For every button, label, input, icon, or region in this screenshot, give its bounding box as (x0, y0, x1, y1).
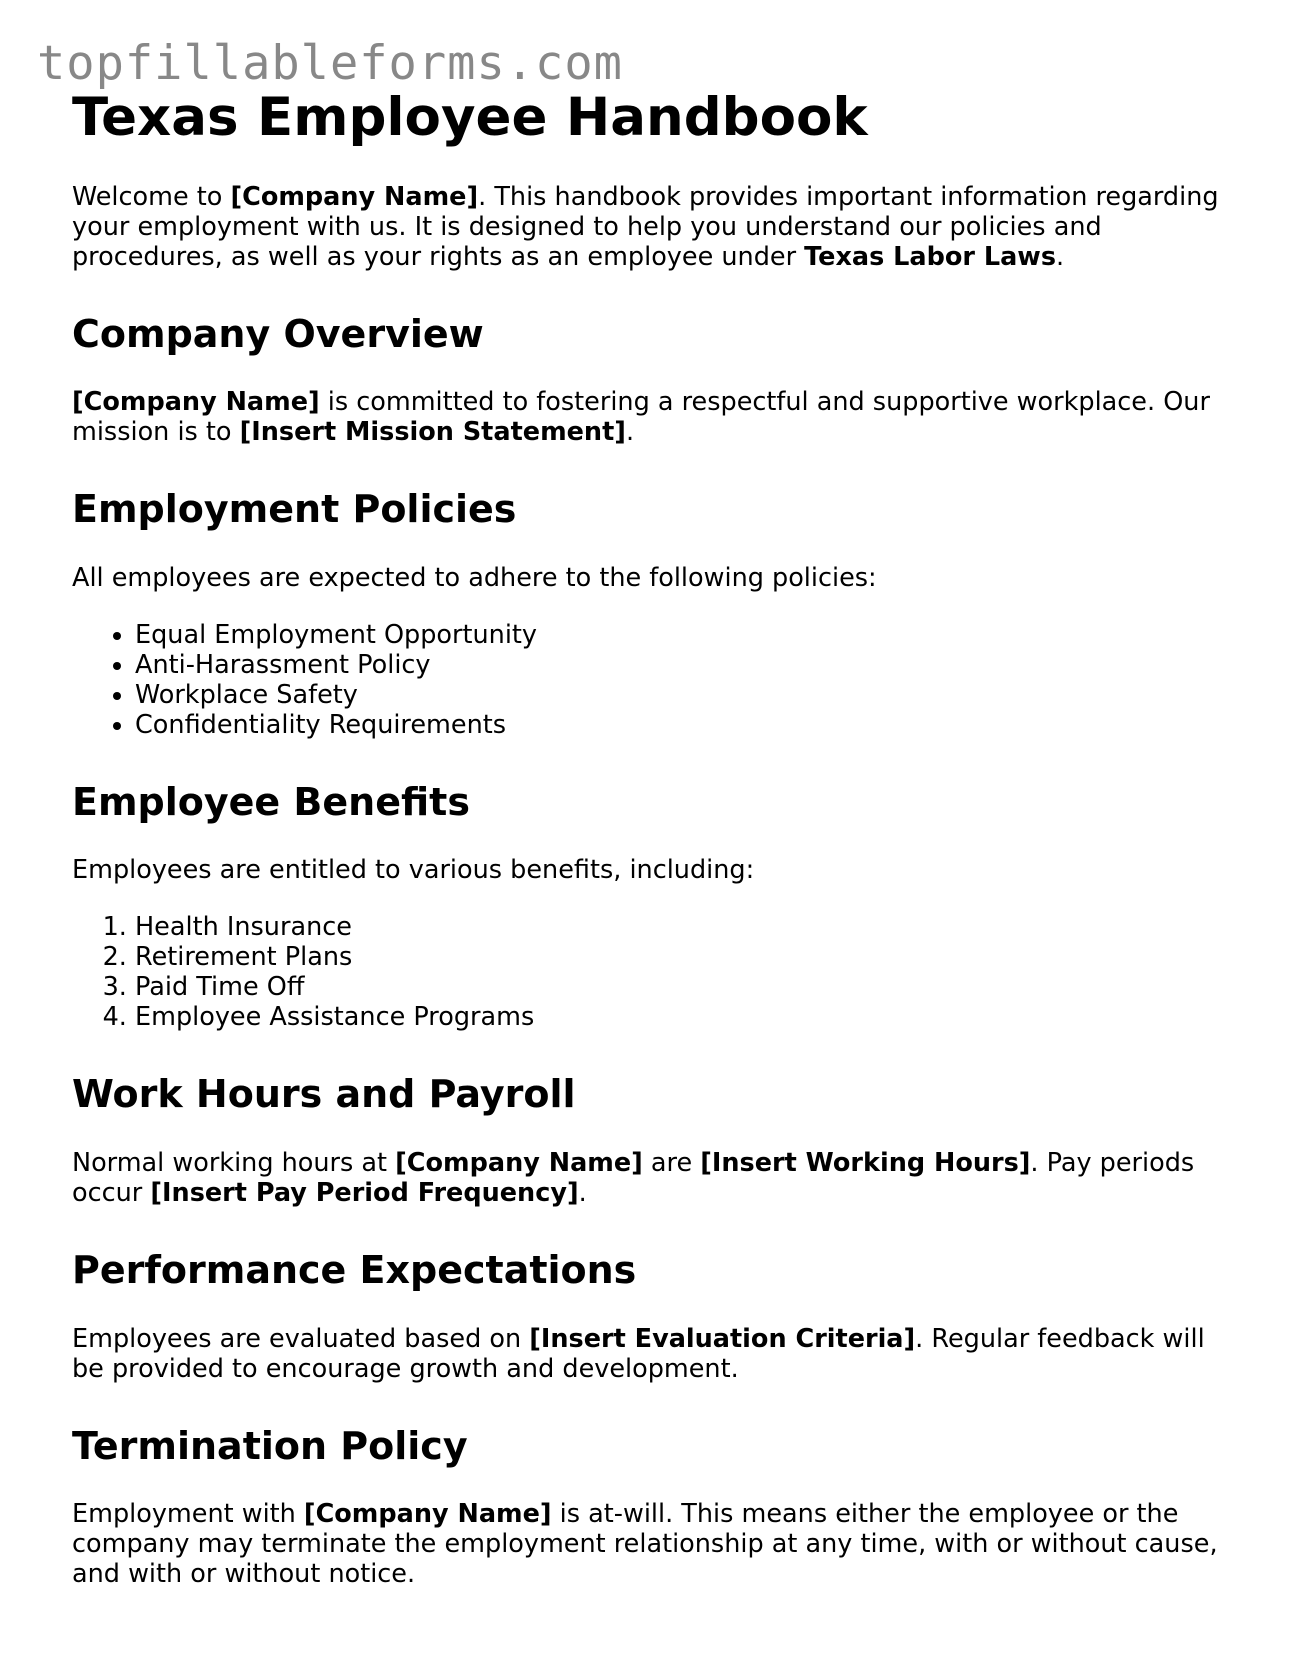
hours-text-3: . Pay periods occur (72, 1147, 1195, 1208)
list-item: 3. Paid Time Off (135, 972, 1232, 1002)
intro-text-2: . This handbook provides important information regarding your employment with us. It is designed to help you understand our policies and procedures, as well as your rights as an employee under (72, 181, 1219, 272)
list-item: 2. Retirement Plans (135, 942, 1232, 972)
section-heading-termination: Termination Policy (72, 1423, 468, 1468)
hours-text-1: Normal working hours at (72, 1147, 396, 1178)
list-item: • Workplace Safety (135, 680, 1232, 710)
list-item: • Equal Employment Opportunity (135, 620, 1232, 650)
list-item: 4. Employee Assistance Programs (135, 1002, 1232, 1032)
hours-working-hours: [Insert Working Hours] (700, 1147, 1031, 1178)
policies-list (72, 620, 1232, 740)
watermark: topfillableforms.com (37, 36, 623, 91)
list-item: • Confidentiality Requirements (135, 710, 1232, 740)
benefits-list (72, 912, 1232, 1032)
list-item: • Anti-Harassment Policy (135, 650, 1232, 680)
section-heading-performance: Performance Expectations (72, 1247, 637, 1292)
intro-paragraph (72, 182, 1232, 272)
intro-company-name: [Company Name] (230, 181, 479, 212)
section-heading-policies: Employment Policies (72, 487, 517, 532)
termination-text-2: is at-will. This means either the employee or the company may terminate the employment relationship at any time, with or without cause, and with or without notice. (72, 1499, 1218, 1590)
list-item: 1. Health Insurance (135, 912, 1232, 942)
hours-text-4: . (578, 1177, 587, 1208)
termination-paragraph (72, 1499, 1232, 1589)
overview-paragraph (72, 387, 1232, 447)
intro-text-1: Welcome to (72, 181, 231, 212)
termination-text-1: Employment with (72, 1499, 304, 1530)
hours-text-2: are (642, 1147, 701, 1178)
hours-company-name: [Company Name] (395, 1147, 643, 1178)
section-heading-benefits: Employee Benefits (72, 779, 470, 824)
overview-text-1: is committed to fostering a respectful and supportive workplace. Our mission is to (72, 387, 1210, 448)
hours-paragraph (72, 1148, 1232, 1208)
section-heading-overview: Company Overview (72, 311, 484, 356)
policies-intro: All employees are expected to adhere to the following policies: (72, 562, 877, 593)
section-heading-hours: Work Hours and Payroll (72, 1072, 576, 1117)
performance-text-2: . Regular feedback will be provided to encourage growth and development. (72, 1323, 1205, 1384)
intro-texas-labor-laws: Texas Labor Laws (804, 241, 1057, 272)
termination-company-name: [Company Name] (303, 1499, 552, 1530)
page-title: Texas Employee Handbook (72, 87, 868, 148)
hours-pay-period: [Insert Pay Period Frequency] (150, 1177, 579, 1208)
overview-company-name: [Company Name] (72, 387, 320, 418)
overview-text-2: . (625, 417, 635, 448)
overview-mission-statement: [Insert Mission Statement] (239, 417, 626, 448)
benefits-intro: Employees are entitled to various benefits, including: (72, 855, 755, 886)
performance-text-1: Employees are evaluated based on (72, 1323, 530, 1354)
performance-criteria: [Insert Evaluation Criteria] (529, 1323, 916, 1354)
document-body (72, 86, 1232, 1629)
performance-paragraph (72, 1324, 1232, 1384)
intro-text-3: . (1056, 241, 1065, 272)
